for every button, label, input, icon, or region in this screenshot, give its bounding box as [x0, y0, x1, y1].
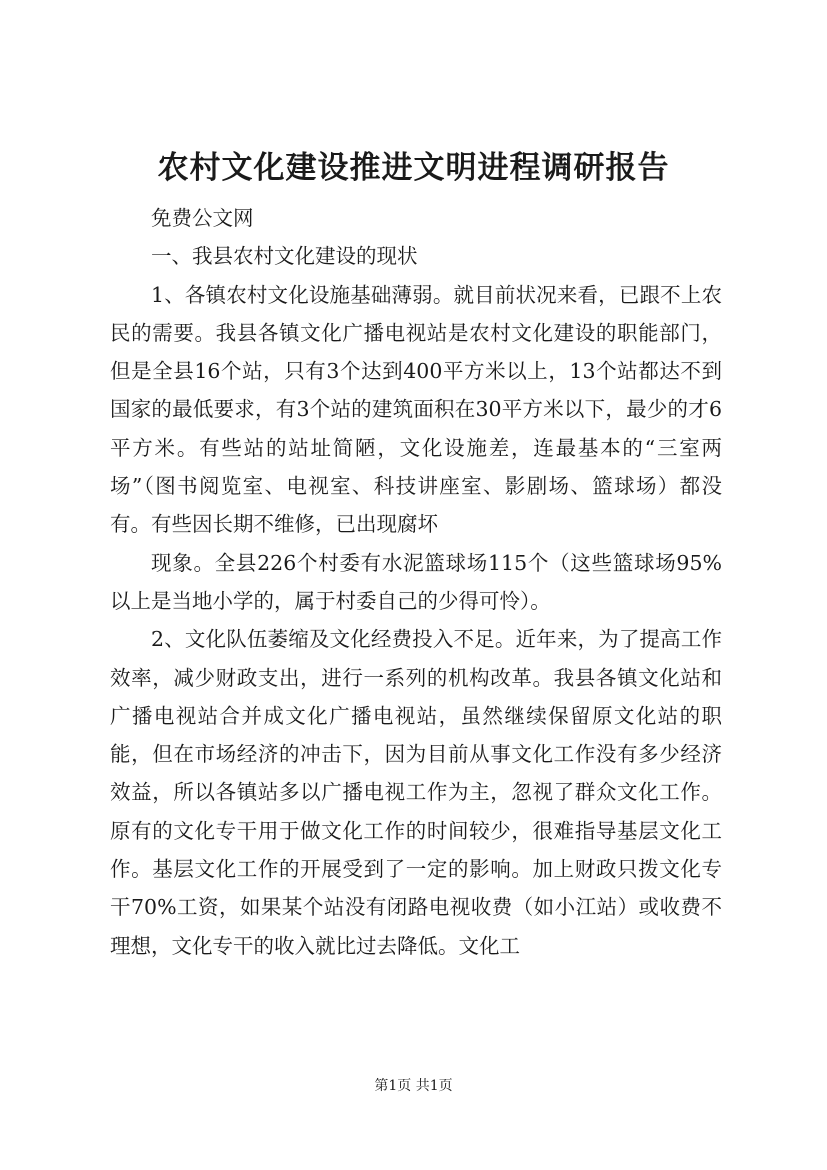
page-title: 农村文化建设推进文明进程调研报告 — [157, 150, 670, 186]
document-body — [110, 199, 722, 965]
paragraph-2: 现象。全县226个村委有水泥篮球场115个（这些篮球场95%以上是当地小学的，属于村委自己的少得可怜）。 — [110, 550, 722, 613]
paragraph-1: 1、各镇农村文化设施基础薄弱。就目前状况来看，已跟不上农民的需要。我县各镇文化广播电视站是农村文化建设的职能部门，但是全县16个站，只有3个达到400平方米以上，13个站都达不到国家的最低要求，有3个站的建筑面积在30平方米以下，最少的才6平方米。有些站的站址简陋，文化设施差，连最基本的“三室两场”（图书阅览室、电视室、科技讲座室、影剧场、篮球场）都没有。有些因长期不维修，已出现腐坏 — [110, 282, 722, 537]
source-line: 免费公文网 — [151, 206, 254, 230]
paragraph-3: 2、文化队伍萎缩及文化经费投入不足。近年来，为了提高工作效率，减少财政支出，进行一系列的机构改革。我县各镇文化站和广播电视站合并成文化广播电视站，虽然继续保留原文化站的职能，但在市场经济的冲击下，因为目前从事文化工作没有多少经济效益，所以各镇站多以广播电视工作为主，忽视了群众文化工作。原有的文化专干用于做文化工作的时间较少，很难指导基层文化工作。基层文化工作的开展受到了一定的影响。加上财政只拨文化专干70%工资，如果某个站没有闭路电视收费（如小江站）或收费不理想，文化专干的收入就比过去降低。文化工 — [110, 627, 722, 958]
section-heading: 一、我县农村文化建设的现状 — [151, 244, 418, 269]
page-footer: 第1页 共1页 — [374, 1078, 453, 1094]
